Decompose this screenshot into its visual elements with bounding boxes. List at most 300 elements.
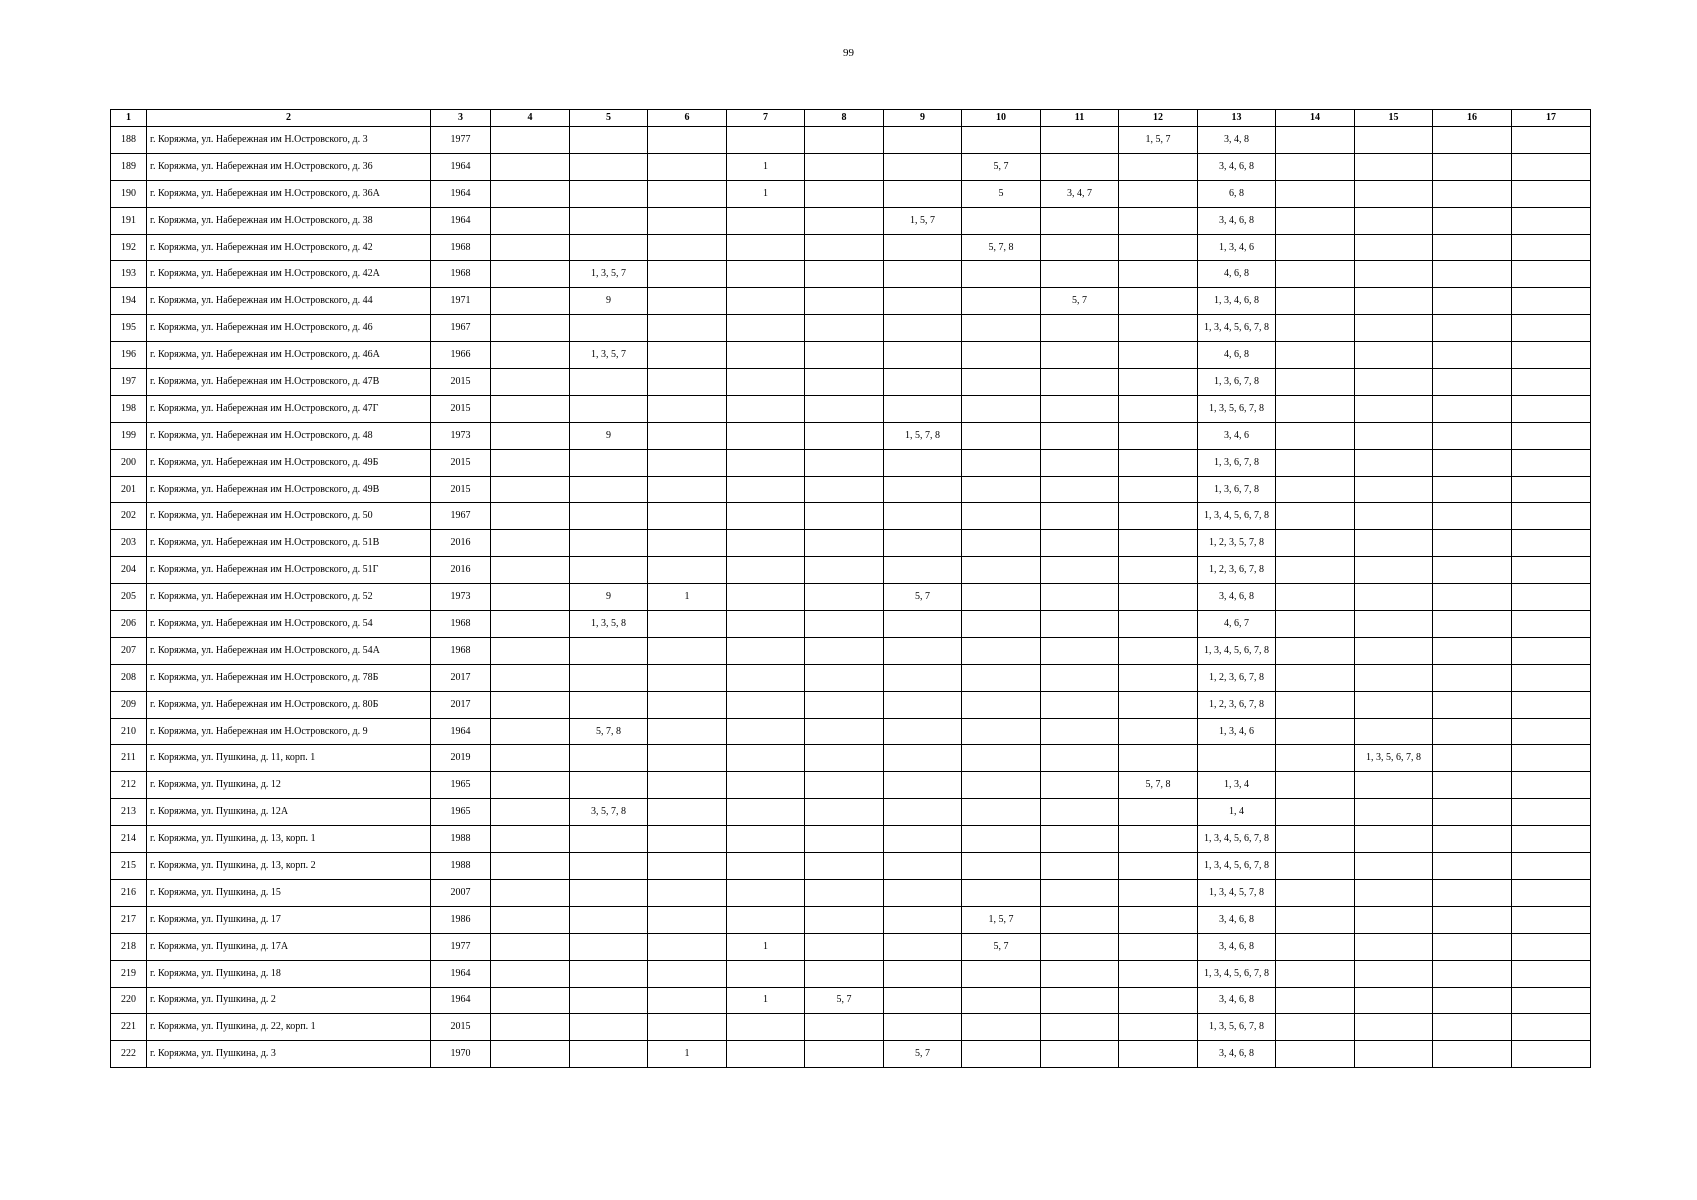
table-cell [570,395,648,422]
table-cell [491,960,570,987]
year-cell: 2015 [431,476,491,503]
table-cell [491,530,570,557]
table-cell [648,207,727,234]
table-cell [727,503,805,530]
table-cell [1119,853,1198,880]
table-cell [805,718,884,745]
row-number-cell: 218 [111,933,147,960]
table-cell [648,315,727,342]
table-cell: 3, 4, 6, 8 [1198,584,1276,611]
table-cell [1276,288,1355,315]
table-cell [1512,261,1591,288]
table-cell [1355,261,1433,288]
year-cell: 1964 [431,987,491,1014]
table-cell [648,960,727,987]
table-cell [491,664,570,691]
table-cell [727,261,805,288]
table-cell [727,1041,805,1068]
table-cell [1119,664,1198,691]
table-cell [727,637,805,664]
table-cell [1041,261,1119,288]
table-cell [1433,369,1512,396]
table-cell [962,664,1041,691]
table-cell [1119,153,1198,180]
table-cell [1355,207,1433,234]
table-cell [1433,745,1512,772]
table-cell [1041,718,1119,745]
year-cell: 1977 [431,127,491,154]
address-cell: г. Коряжма, ул. Набережная им Н.Островского, д. 54А [147,637,431,664]
table-cell: 3, 4, 6, 8 [1198,987,1276,1014]
table-cell [570,1041,648,1068]
row-number-cell: 189 [111,153,147,180]
row-number-cell: 197 [111,369,147,396]
table-cell [1355,288,1433,315]
table-cell [491,906,570,933]
table-cell [1041,422,1119,449]
table-cell [1512,342,1591,369]
column-header: 17 [1512,110,1591,127]
table-cell [884,987,962,1014]
table-cell [884,153,962,180]
table-cell [805,691,884,718]
table-cell [884,530,962,557]
table-cell [648,718,727,745]
table-cell [1119,718,1198,745]
table-cell [1041,772,1119,799]
table-cell [1433,611,1512,638]
table-cell: 9 [570,422,648,449]
table-cell: 1, 3, 4, 5, 6, 7, 8 [1198,315,1276,342]
table-cell [962,987,1041,1014]
table-cell [570,960,648,987]
address-cell: г. Коряжма, ул. Пушкина, д. 12А [147,799,431,826]
table-cell [570,180,648,207]
table-cell [727,127,805,154]
table-cell [648,530,727,557]
table-cell [491,153,570,180]
table-cell [1355,315,1433,342]
row-number-cell: 198 [111,395,147,422]
row-number-cell: 210 [111,718,147,745]
table-cell [805,476,884,503]
row-number-cell: 204 [111,557,147,584]
table-cell [1119,611,1198,638]
table-cell [1276,853,1355,880]
table-cell [570,449,648,476]
table-cell: 1 [727,987,805,1014]
table-cell [648,691,727,718]
table-cell [1119,879,1198,906]
table-row [111,180,1591,207]
table-cell [962,1041,1041,1068]
address-cell: г. Коряжма, ул. Пушкина, д. 13, корп. 2 [147,853,431,880]
table-cell [491,207,570,234]
table-cell [884,826,962,853]
table-cell [491,718,570,745]
table-cell [1433,234,1512,261]
table-cell: 1, 3, 5, 6, 7, 8 [1198,1014,1276,1041]
table-row [111,960,1591,987]
table-cell: 1, 3, 4, 5, 6, 7, 8 [1198,853,1276,880]
table-cell [962,799,1041,826]
table-cell [1119,369,1198,396]
table-cell: 5, 7 [884,584,962,611]
address-cell: г. Коряжма, ул. Набережная им Н.Островского, д. 9 [147,718,431,745]
table-cell: 1, 3, 4, 5, 6, 7, 8 [1198,503,1276,530]
table-cell [1041,799,1119,826]
table-cell [727,342,805,369]
table-cell [1276,422,1355,449]
table-cell [648,772,727,799]
table-cell [1276,395,1355,422]
table-cell [884,315,962,342]
table-cell [805,745,884,772]
table-cell [570,853,648,880]
table-cell [727,557,805,584]
address-cell: г. Коряжма, ул. Набережная им Н.Островского, д. 78Б [147,664,431,691]
table-cell [1041,369,1119,396]
table-cell: 1, 4 [1198,799,1276,826]
column-header: 11 [1041,110,1119,127]
table-cell [1276,987,1355,1014]
table-cell [491,772,570,799]
table-cell [1041,987,1119,1014]
table-cell [570,772,648,799]
table-cell: 4, 6, 8 [1198,261,1276,288]
year-cell: 1968 [431,611,491,638]
table-cell [491,315,570,342]
table-cell [962,745,1041,772]
table-cell [648,503,727,530]
table-cell [962,207,1041,234]
row-number-cell: 202 [111,503,147,530]
table-cell: 1 [727,153,805,180]
row-number-cell: 193 [111,261,147,288]
table-cell: 1, 3, 4, 6 [1198,718,1276,745]
table-cell [1041,906,1119,933]
table-cell [1512,826,1591,853]
row-number-cell: 215 [111,853,147,880]
row-number-cell: 200 [111,449,147,476]
address-cell: г. Коряжма, ул. Набережная им Н.Островского, д. 46А [147,342,431,369]
year-cell: 1967 [431,315,491,342]
table-cell [1512,395,1591,422]
table-cell [962,557,1041,584]
table-cell: 3, 4, 6, 8 [1198,906,1276,933]
table-cell [491,557,570,584]
table-row [111,503,1591,530]
table-cell [1119,503,1198,530]
table-cell: 1 [648,1041,727,1068]
column-header: 13 [1198,110,1276,127]
row-number-cell: 216 [111,879,147,906]
table-cell: 1 [727,180,805,207]
table-cell [805,933,884,960]
table-cell [648,1014,727,1041]
table-cell [1433,395,1512,422]
table-cell [884,342,962,369]
year-cell: 1967 [431,503,491,530]
table-cell [1119,288,1198,315]
table-cell: 1, 2, 3, 5, 7, 8 [1198,530,1276,557]
table-cell [1119,261,1198,288]
table-cell [648,799,727,826]
table-cell [1355,799,1433,826]
table-cell [648,853,727,880]
table-cell [727,207,805,234]
table-cell [1198,745,1276,772]
row-number-cell: 205 [111,584,147,611]
table-cell [884,1014,962,1041]
table-cell [570,879,648,906]
table-cell: 1, 2, 3, 6, 7, 8 [1198,691,1276,718]
table-cell [1512,637,1591,664]
table-cell: 5, 7 [962,153,1041,180]
table-cell [805,180,884,207]
table-cell [805,611,884,638]
table-cell [1433,127,1512,154]
table-row [111,718,1591,745]
table-cell [1512,180,1591,207]
table-cell [648,342,727,369]
table-cell [570,369,648,396]
table-cell [1355,584,1433,611]
table-cell [805,1041,884,1068]
table-cell [805,1014,884,1041]
table-cell [727,288,805,315]
table-cell [884,611,962,638]
column-header: 9 [884,110,962,127]
table-cell [1276,879,1355,906]
table-cell [962,288,1041,315]
year-cell: 2017 [431,664,491,691]
table-cell [962,772,1041,799]
table-cell [1433,664,1512,691]
table-cell [1355,503,1433,530]
table-cell [491,933,570,960]
table-cell [805,584,884,611]
table-cell [491,799,570,826]
row-number-cell: 211 [111,745,147,772]
table-cell [805,234,884,261]
table-cell [1433,799,1512,826]
table-cell [805,153,884,180]
page-number: 99 [843,47,854,59]
table-cell [1119,315,1198,342]
header-row [111,110,1591,127]
table-cell [1041,637,1119,664]
table-cell [1512,611,1591,638]
table-cell [1512,369,1591,396]
table-row [111,745,1591,772]
table-cell [1355,1014,1433,1041]
table-cell [648,395,727,422]
table-cell [1119,1014,1198,1041]
table-cell [805,637,884,664]
table-cell [962,503,1041,530]
table-cell [1512,476,1591,503]
table-row [111,557,1591,584]
table-cell [884,449,962,476]
table-cell [1276,933,1355,960]
table-cell: 1, 5, 7 [884,207,962,234]
table-cell [1512,853,1591,880]
table-cell [1355,691,1433,718]
table-cell [491,288,570,315]
table-cell [1276,637,1355,664]
table-cell [1276,449,1355,476]
table-cell [648,826,727,853]
table-cell [1512,718,1591,745]
table-cell [491,261,570,288]
table-row [111,342,1591,369]
table-cell [648,879,727,906]
table-cell [1433,288,1512,315]
table-cell [1041,153,1119,180]
table-cell [1041,691,1119,718]
table-cell: 3, 4, 6, 8 [1198,153,1276,180]
table-cell [1119,476,1198,503]
year-cell: 1973 [431,584,491,611]
table-cell [1433,691,1512,718]
address-cell: г. Коряжма, ул. Набережная им Н.Островского, д. 38 [147,207,431,234]
table-cell [884,879,962,906]
table-cell [1041,503,1119,530]
row-number-cell: 199 [111,422,147,449]
table-cell [884,906,962,933]
address-cell: г. Коряжма, ул. Набережная им Н.Островского, д. 36 [147,153,431,180]
table-cell [648,611,727,638]
table-row [111,530,1591,557]
table-cell: 4, 6, 8 [1198,342,1276,369]
row-number-cell: 208 [111,664,147,691]
table-cell: 1, 3, 4 [1198,772,1276,799]
year-cell: 1964 [431,153,491,180]
table-cell [491,745,570,772]
table-cell [727,422,805,449]
table-cell: 5, 7 [884,1041,962,1068]
table-cell [1041,557,1119,584]
table-cell [1119,422,1198,449]
table-cell: 1, 3, 4, 5, 6, 7, 8 [1198,637,1276,664]
table-cell [962,261,1041,288]
year-cell: 1965 [431,772,491,799]
table-cell [1512,422,1591,449]
table-cell [727,1014,805,1041]
table-cell [962,960,1041,987]
address-cell: г. Коряжма, ул. Пушкина, д. 11, корп. 1 [147,745,431,772]
table-cell [1355,987,1433,1014]
address-cell: г. Коряжма, ул. Набережная им Н.Островского, д. 52 [147,584,431,611]
table-cell: 5, 7 [805,987,884,1014]
table-row [111,853,1591,880]
address-cell: г. Коряжма, ул. Пушкина, д. 2 [147,987,431,1014]
table-cell [491,826,570,853]
table-cell [648,476,727,503]
table-cell [805,503,884,530]
year-cell: 2015 [431,1014,491,1041]
table-cell [884,718,962,745]
table-cell [1276,960,1355,987]
table-cell [1355,906,1433,933]
column-header: 16 [1433,110,1512,127]
table-row [111,987,1591,1014]
table-cell [648,422,727,449]
table-cell [1355,718,1433,745]
table-cell [1433,476,1512,503]
table-cell [570,153,648,180]
table-cell [1276,315,1355,342]
table-cell: 5, 7, 8 [1119,772,1198,799]
year-cell: 2016 [431,557,491,584]
table-cell [727,664,805,691]
table-cell [805,772,884,799]
table-cell [491,1014,570,1041]
table-cell: 1, 3, 6, 7, 8 [1198,476,1276,503]
table-cell [1355,772,1433,799]
table-cell [491,449,570,476]
table-cell [727,449,805,476]
table-cell [884,557,962,584]
table-row [111,1014,1591,1041]
table-cell [1512,664,1591,691]
table-cell: 5, 7 [962,933,1041,960]
table-cell [962,1014,1041,1041]
table-cell [570,557,648,584]
table-cell [962,691,1041,718]
table-cell [1355,476,1433,503]
table-cell: 9 [570,584,648,611]
table-cell [1512,288,1591,315]
table-cell [727,772,805,799]
table-cell: 5 [962,180,1041,207]
table-cell [962,611,1041,638]
year-cell: 2007 [431,879,491,906]
table-cell [805,207,884,234]
table-cell [805,799,884,826]
table-cell [570,127,648,154]
table-cell [1512,557,1591,584]
table-cell [1512,530,1591,557]
row-number-cell: 188 [111,127,147,154]
table-cell [1355,637,1433,664]
table-cell [805,960,884,987]
table-cell [962,315,1041,342]
table-cell [1355,611,1433,638]
table-cell [1276,745,1355,772]
table-cell [884,637,962,664]
year-cell: 1965 [431,799,491,826]
table-cell [962,637,1041,664]
address-cell: г. Коряжма, ул. Пушкина, д. 22, корп. 1 [147,1014,431,1041]
row-number-cell: 201 [111,476,147,503]
address-cell: г. Коряжма, ул. Набережная им Н.Островского, д. 42 [147,234,431,261]
table-row [111,476,1591,503]
column-header: 6 [648,110,727,127]
table-row [111,234,1591,261]
table-cell [805,449,884,476]
table-cell [962,879,1041,906]
column-header: 14 [1276,110,1355,127]
table-cell [570,691,648,718]
table-cell: 1, 5, 7 [1119,127,1198,154]
table-cell [1512,503,1591,530]
table-row [111,611,1591,638]
table-cell [1276,530,1355,557]
year-cell: 2017 [431,691,491,718]
table-cell [962,422,1041,449]
